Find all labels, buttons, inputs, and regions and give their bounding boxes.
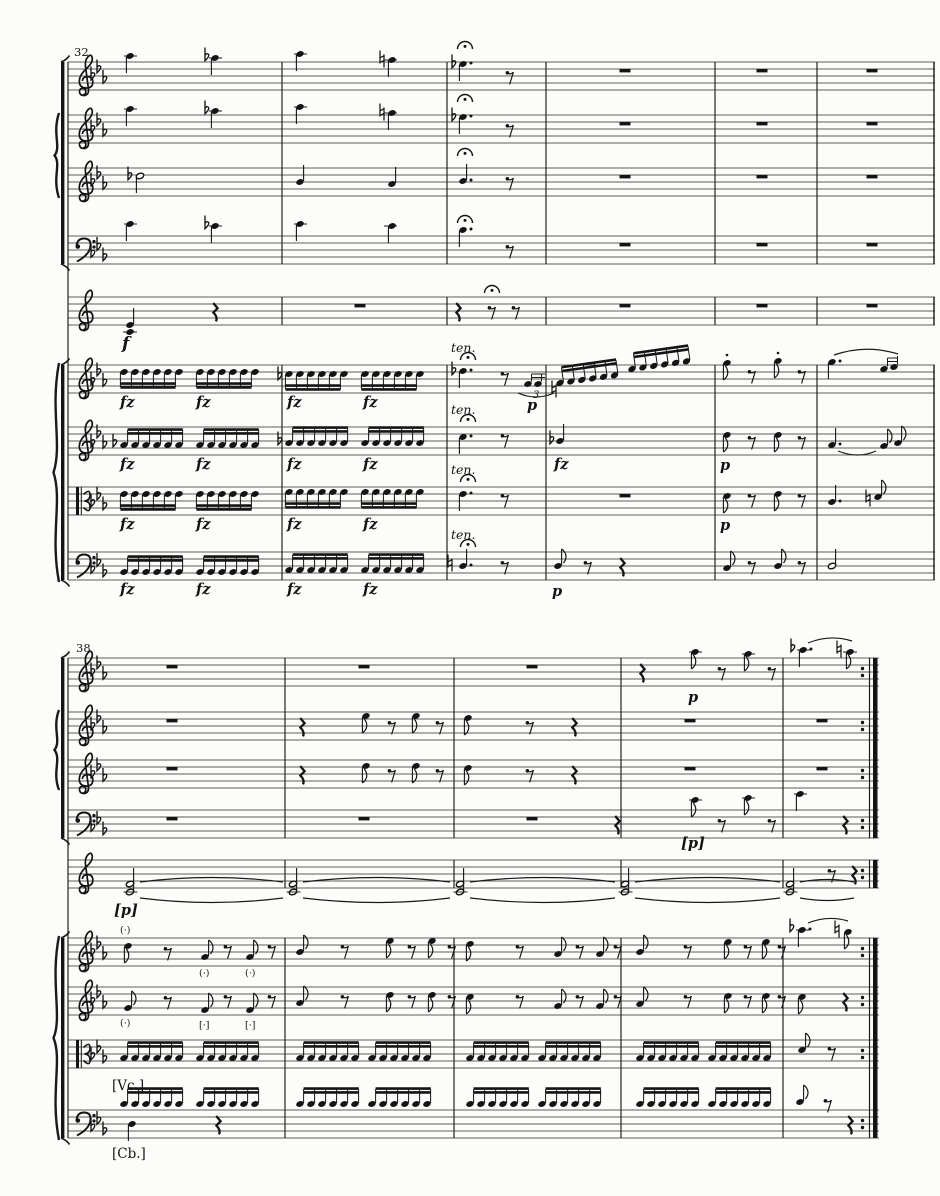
dynamic-fz: fz	[120, 394, 135, 411]
notes-wind-4	[167, 790, 848, 834]
notes-violin-2	[123, 986, 847, 1014]
triplet-number: 3	[533, 390, 540, 401]
dynamic-fz: fz	[196, 581, 211, 598]
measure-number-38: 38	[76, 641, 91, 655]
instrument-label-vc: [Vc.]	[112, 1078, 145, 1094]
dynamic-fz: fz	[120, 456, 135, 473]
system-1-texts	[74, 45, 730, 600]
clefs	[76, 651, 96, 1135]
measure-number-32: 32	[74, 45, 89, 59]
dynamic-fz: fz	[287, 394, 302, 411]
dynamic-p: p	[527, 397, 538, 414]
dynamic-fz: fz	[120, 516, 135, 533]
key-signatures	[91, 656, 107, 1135]
editorial-staccato: (·)	[120, 925, 131, 936]
notes-cello-bass	[119, 540, 836, 577]
brackets-and-braces	[54, 56, 70, 587]
notes-cello-bass	[119, 1085, 852, 1141]
dynamic-fz: fz	[363, 581, 378, 598]
dynamic-p: p	[720, 517, 731, 534]
repeat-dots	[861, 667, 864, 1129]
notes-wind-3	[167, 762, 828, 785]
dynamic-fz: fz	[120, 581, 135, 598]
dynamic-f-horn: f	[122, 334, 130, 354]
editorial-staccato: [·]	[199, 1020, 210, 1031]
notes-violin-1	[119, 345, 898, 397]
dynamic-fz: fz	[196, 394, 211, 411]
dynamic-p-bracketed: [p]	[681, 835, 705, 852]
dynamic-fz: fz	[287, 581, 302, 598]
dynamic-fz: fz	[363, 456, 378, 473]
dynamic-fz: fz	[287, 456, 302, 473]
dynamic-fz: fz	[196, 516, 211, 533]
notes-wind-2	[125, 95, 877, 138]
notes-violin-1	[123, 918, 852, 963]
instrument-label-cb: [Cb.]	[112, 1146, 146, 1162]
ten-marking: ten.	[451, 527, 476, 542]
editorial-staccato: (·)	[120, 1018, 131, 1029]
system-1	[54, 42, 936, 601]
system-2	[54, 638, 880, 1162]
ten-marking: ten.	[451, 462, 476, 477]
dynamic-p: p	[688, 689, 699, 706]
notes-horn	[124, 866, 857, 903]
barlines	[285, 658, 878, 1138]
dynamic-p-bracketed: [p]	[114, 902, 138, 919]
editorial-staccato: [·]	[245, 1020, 256, 1031]
notes-wind-3	[128, 149, 878, 194]
ten-marking: ten.	[451, 402, 476, 417]
dynamic-fz: fz	[196, 456, 211, 473]
dynamic-p: p	[720, 457, 731, 474]
dynamic-fz: fz	[287, 516, 302, 533]
notes-wind-4	[125, 216, 877, 259]
ledger-lines	[123, 54, 397, 332]
notes-violin-2	[113, 415, 906, 456]
brackets-and-braces	[54, 652, 70, 1145]
ten-marking: ten.	[451, 340, 476, 355]
dynamic-fz: fz	[363, 394, 378, 411]
notes-wind-1	[125, 42, 877, 85]
dynamic-fz: fz	[554, 456, 569, 473]
dynamic-p: p	[552, 583, 563, 600]
barlines	[282, 62, 934, 580]
editorial-staccato: (·)	[245, 968, 256, 979]
dynamic-fz: fz	[363, 516, 378, 533]
editorial-staccato: (·)	[199, 968, 210, 979]
notes-wind-1	[167, 638, 855, 682]
staff-lines	[68, 62, 935, 580]
notes-viola	[119, 1033, 835, 1062]
